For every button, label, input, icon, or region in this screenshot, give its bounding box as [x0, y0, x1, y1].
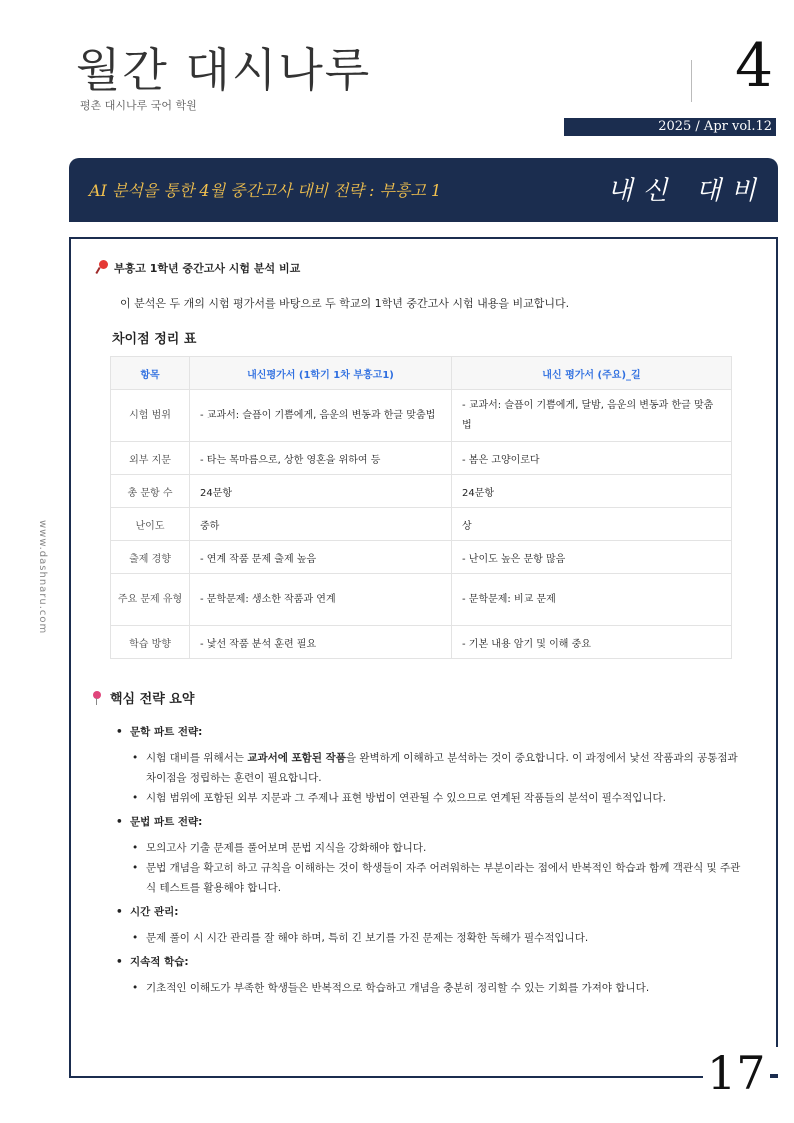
column-header: 내신평가서 (1학기 1차 부흥고1) — [190, 357, 452, 390]
list-item: • 모의고사 기출 문제를 풀어보며 문법 지식을 강화해야 합니다. — [132, 838, 746, 858]
table-cell: - 문학문제: 비교 문제 — [452, 574, 732, 626]
row-label: 출제 경향 — [111, 541, 190, 574]
column-header: 내신 평가서 (주요)_길 — [452, 357, 732, 390]
issue-date-bar: 2025 / Apr vol.12 — [564, 118, 776, 136]
table-cell: 상 — [452, 508, 732, 541]
table-cell: - 교과서: 슬픔이 기쁨에게, 달밤, 음운의 변동과 한글 맞춤법 — [452, 390, 732, 442]
table-cell: 중하 — [190, 508, 452, 541]
column-header: 항목 — [111, 357, 190, 390]
page-number: 17 — [703, 1050, 770, 1096]
table-cell: - 봄은 고양이로다 — [452, 442, 732, 475]
table-cell: - 낯선 작품 분석 훈련 필요 — [190, 626, 452, 659]
list-item: • 문제 풀이 시 시간 관리를 잘 해야 하며, 특히 긴 보기를 가진 문제는 정확한 독해가 필수적입니다. — [132, 928, 746, 948]
section-banner — [69, 158, 778, 222]
table-cell: - 연계 작품 문제 출제 높음 — [190, 541, 452, 574]
strategy-items — [116, 838, 746, 898]
table-cell: 24문항 — [190, 475, 452, 508]
strategy-items — [116, 748, 746, 808]
table-row — [111, 541, 732, 574]
table-row — [111, 574, 732, 626]
strategy-section-title: • 지속적 학습: — [116, 952, 746, 972]
strategy-heading — [92, 688, 194, 707]
table-cell: - 문학문제: 생소한 작품과 연계 — [190, 574, 452, 626]
list-item: • 시험 범위에 포함된 외부 지문과 그 주제나 표현 방법이 연관될 수 있으므로 연계된 작품들의 분석이 필수적입니다. — [132, 788, 746, 808]
header-divider — [691, 60, 692, 102]
analysis-intro: 이 분석은 두 개의 시험 평가서를 바탕으로 두 학교의 1학년 중간고사 시험 내용을 비교합니다. — [120, 297, 570, 310]
round-pushpin-icon — [92, 691, 104, 705]
strategy-list — [116, 718, 746, 1002]
analysis-heading — [96, 260, 300, 276]
table-cell: - 기본 내용 암기 및 이해 중요 — [452, 626, 732, 659]
strategy-heading-text: 핵심 전략 요약 — [110, 692, 195, 707]
comparison-table — [110, 356, 732, 659]
table-cell: 24문항 — [452, 475, 732, 508]
table-cell: - 타는 목마름으로, 상한 영혼을 위하여 등 — [190, 442, 452, 475]
table-row — [111, 442, 732, 475]
table-header-row — [111, 357, 732, 390]
pushpin-icon — [96, 260, 110, 274]
row-label: 시험 범위 — [111, 390, 190, 442]
list-item: • 시험 대비를 위해서는 교과서에 포함된 작품을 완벽하게 이해하고 분석하는 것이 중요합니다. 이 과정에서 낯선 작품과의 공통점과 차이점을 정립하는 훈련이 필요합니다. — [132, 748, 746, 788]
row-label: 주요 문제 유형 — [111, 574, 190, 626]
table-cell: - 교과서: 슬픔이 기쁨에게, 음운의 변동과 한글 맞춤법 — [190, 390, 452, 442]
strategy-items — [116, 978, 746, 998]
table-cell: - 난이도 높은 문항 많음 — [452, 541, 732, 574]
banner-title: AI 분석을 통한 4월 중간고사 대비 전략 : 부흥고 1 — [89, 181, 442, 200]
strategy-section-title: • 문법 파트 전략: — [116, 812, 746, 832]
side-url: www.dashnaru.com — [37, 520, 48, 635]
strategy-items — [116, 928, 746, 948]
banner-tag: 내신 대비 — [607, 176, 766, 206]
magazine-title: 월간 대시나루 — [76, 43, 372, 97]
list-item: • 문법 개념을 확고히 하고 규칙을 이해하는 것이 학생들이 자주 어려워하는 부분이라는 점에서 반복적인 학습과 함께 객관식 및 주관식 테스트를 활용해야 합니다. — [132, 858, 746, 898]
strategy-section-title: • 문학 파트 전략: — [116, 722, 746, 742]
analysis-heading-text: 부흥고 1학년 중간고사 시험 분석 비교 — [114, 262, 301, 275]
academy-name: 평촌 대시나루 국어 학원 — [80, 99, 197, 112]
row-label: 외부 지문 — [111, 442, 190, 475]
table-row — [111, 390, 732, 442]
table-row — [111, 626, 732, 659]
table-row — [111, 508, 732, 541]
row-label: 난이도 — [111, 508, 190, 541]
list-item: • 기초적인 이해도가 부족한 학생들은 반복적으로 학습하고 개념을 충분히 정리할 수 있는 기회를 가져야 합니다. — [132, 978, 746, 998]
issue-number: 4 — [735, 31, 774, 101]
row-label: 학습 방향 — [111, 626, 190, 659]
row-label: 총 문항 수 — [111, 475, 190, 508]
table-heading: 차이점 정리 표 — [112, 332, 197, 347]
table-row — [111, 475, 732, 508]
strategy-section-title: • 시간 관리: — [116, 902, 746, 922]
